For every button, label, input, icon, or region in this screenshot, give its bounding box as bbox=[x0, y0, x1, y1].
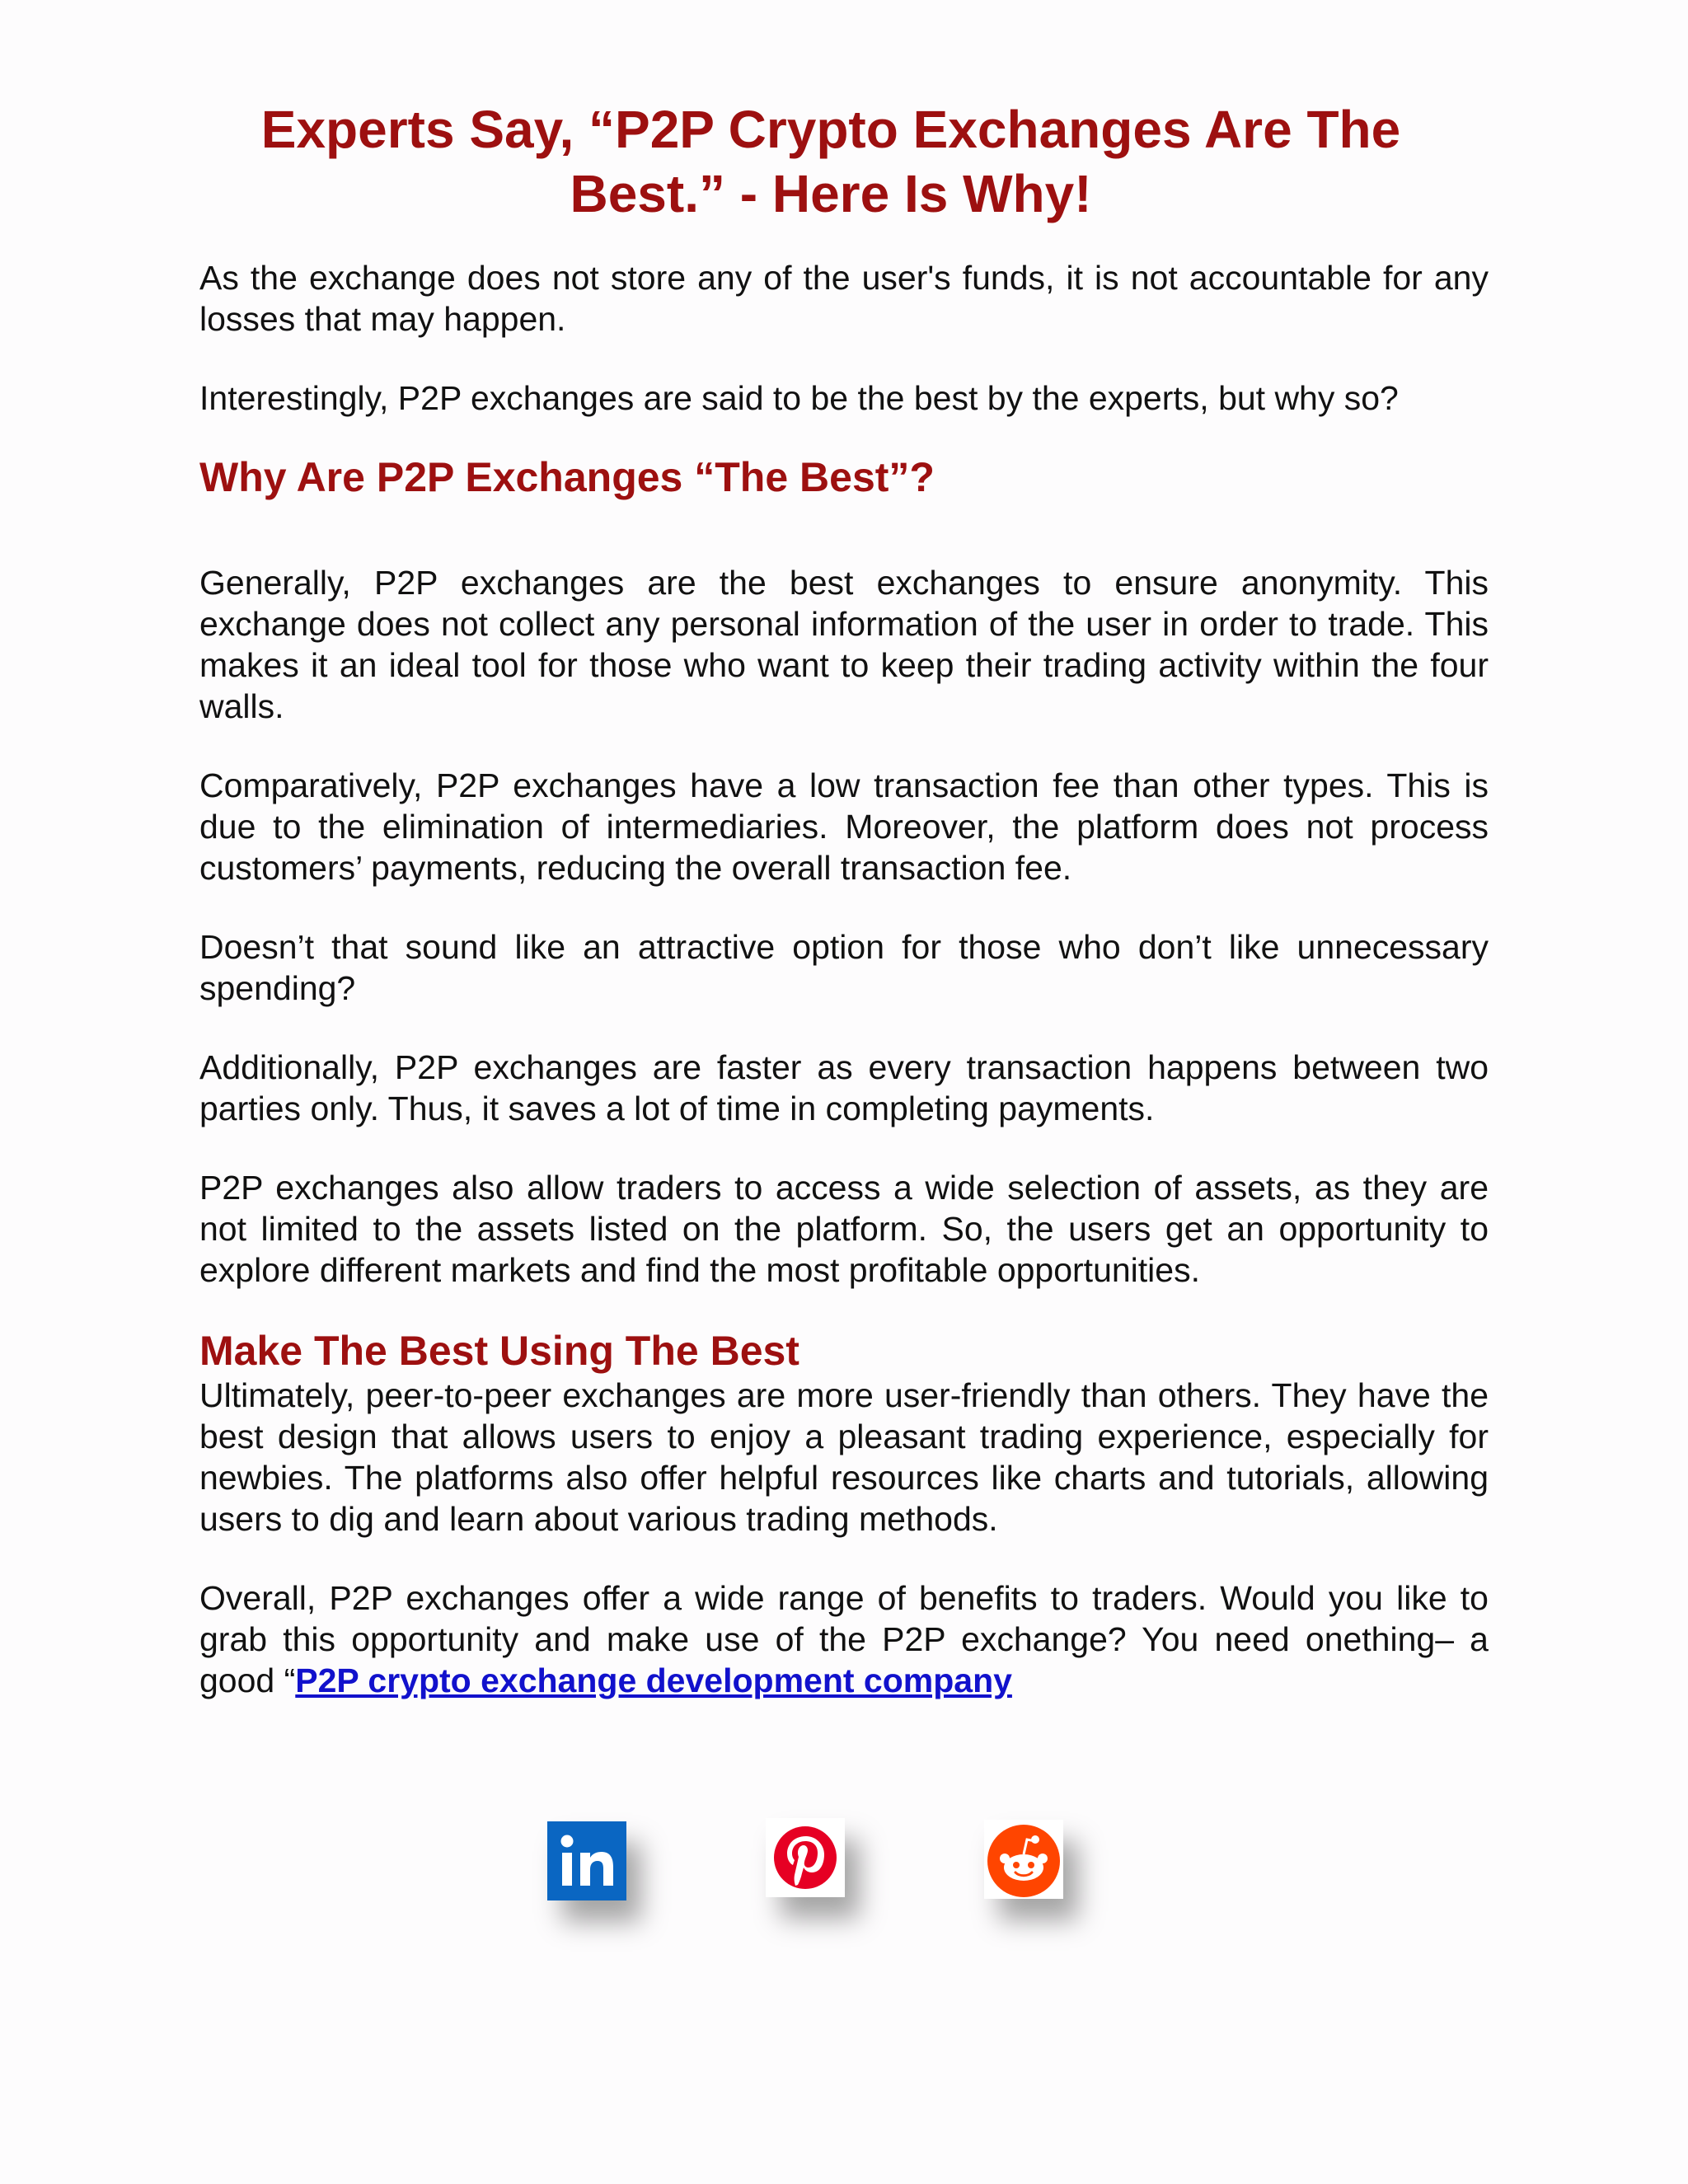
section-heading-make-best: Make The Best Using The Best bbox=[199, 1328, 799, 1374]
pinterest-share-button[interactable] bbox=[766, 1818, 845, 1897]
document-page bbox=[199, 97, 1489, 1701]
section1-paragraph-3: Doesn’t that sound like an attractive option for those who don’t like unnecessary spending? bbox=[199, 928, 1489, 1007]
reddit-icon bbox=[984, 1820, 1063, 1899]
section1-paragraph-1: Generally, P2P exchanges are the best exchanges to ensure anonymity. This exchange does not collect any personal information of the user in order to trade. This makes it an ideal tool for those who want to keep their trading activity within the four walls. bbox=[199, 564, 1489, 725]
section-heading-why: Why Are P2P Exchanges “The Best”? bbox=[199, 454, 935, 500]
section1-paragraph-5: P2P exchanges also allow traders to access a wide selection of assets, as they are not limited to the assets listed on the platform. So, the users get an opportunity to explore different markets and find the most profitable opportunities. bbox=[199, 1169, 1489, 1289]
development-company-link[interactable]: P2P crypto exchange development company bbox=[295, 1661, 1012, 1699]
linkedin-icon bbox=[547, 1821, 626, 1900]
intro-paragraph-1: As the exchange does not store any of the user's funds, it is not accountable for any losses that may happen. bbox=[199, 259, 1489, 338]
intro-paragraph-2: Interestingly, P2P exchanges are said to be the best by the experts, but why so? bbox=[199, 379, 1399, 417]
pinterest-icon bbox=[766, 1818, 845, 1897]
section2-paragraph-1: Ultimately, peer-to-peer exchanges are more user-friendly than others. They have the best design that allows users to enjoy a pleasant trading experience, especially for newbies. The platforms also offer helpful resources like charts and tutorials, allowing users to dig and learn about various trading methods. bbox=[199, 1376, 1489, 1538]
linkedin-share-button[interactable] bbox=[547, 1821, 626, 1900]
reddit-share-button[interactable] bbox=[984, 1820, 1063, 1899]
closing-text: Overall, P2P exchanges offer a wide range of benefits to traders. Would you like to grab this opportunity and make use of the P2P exchange? You need onething– a good “ bbox=[199, 1579, 1489, 1699]
section1-paragraph-2: Comparatively, P2P exchanges have a low transaction fee than other types. This is due to the elimination of intermediaries. Moreover, the platform does not process customers’ payments, reducing the overall transaction fee. bbox=[199, 766, 1489, 887]
section1-paragraph-4: Additionally, P2P exchanges are faster as every transaction happens between two parties only. Thus, it saves a lot of time in completing payments. bbox=[199, 1048, 1489, 1127]
page-title: Experts Say, “P2P Crypto Exchanges Are The Best.” - Here Is Why! bbox=[260, 100, 1401, 223]
section2-closing-paragraph bbox=[199, 1577, 1489, 1701]
social-share-bar bbox=[0, 1821, 1688, 1912]
